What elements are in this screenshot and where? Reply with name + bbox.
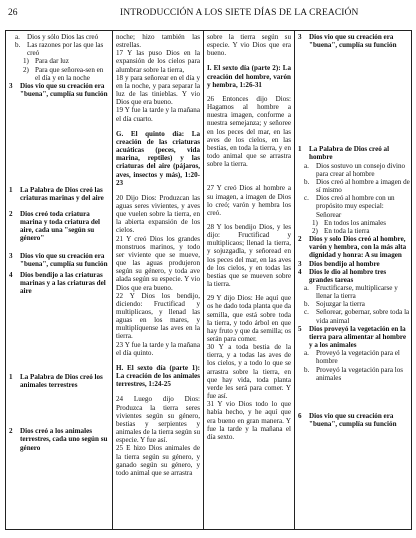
outline-subitem: b. Dios creó al hombre a imagen de sí mismo [304, 177, 410, 195]
spacer [298, 49, 410, 145]
outline-subitem: b. Proveyó la vegetación para los animales [304, 365, 404, 382]
outline-item: 2 Dios y solo Dios creó al hombre, varón y hembra, con la más alta dignidad y honra: A su imagen [298, 235, 407, 260]
verse: 30 Y a toda bestia de la tierra, y a todas las aves de los cielos, y a todo lo que se arrastra sobre la tierra, en que hay vida, toda planta verde les será para comer. Y fue así. [207, 343, 291, 401]
outline-subitem: c. Señorear, gobernar, sobre toda la vida animal [304, 308, 410, 325]
page-number: 26 [8, 8, 18, 18]
scripture-column-2 [204, 31, 295, 529]
verse: 29 Y dijo Dios: He aquí que os he dado toda planta que da semilla, que está sobre toda la tierra, y todo árbol en que hay fruto y que da semilla; os serán para comer. [207, 294, 291, 343]
section-heading: H. El sexto día (parte 1): La creación de los animales terrestres, 1:24-25 [116, 363, 200, 389]
outline-item: 2 Dios creó toda criatura marina y toda criatura del aire, cada una "según su género" [9, 209, 100, 243]
outline-subsubitem: 1) En todos los animales [312, 218, 387, 227]
outline-subitem: b. Las razones por las que las creó [15, 41, 104, 58]
outline-subsubitem: 2) Para que señorea-sen en el día y en la noche [23, 65, 104, 82]
verse: 28 Y los bendijo Dios, y les dijo: Fructificad y multiplicaos; llenad la tierra, y sojuzgadla, y señoread en los peces del mar, en las aves de los cielos, y en todas las bestias que se mueven sobre la tierra. [207, 222, 291, 289]
verse: 21 Y creó Dios los grandes monstruos marinos, y todo ser viviente que se mueve, que las aguas produjeron según su género, y toda ave alada según su especie. Y vio Dios que era bueno. [116, 234, 200, 292]
outline-item: 3 Dios vio que su creación era "buena", cumplía su función [9, 81, 108, 99]
outline-item: 5 Dios proveyó la vegetación en la tierra para alimentar al hombre y a los animales [298, 324, 407, 350]
outline-column-right [295, 31, 413, 529]
outline-subitem: a. Proveyó la vegetación para el hombre [304, 349, 400, 366]
verse: 26 Entonces dijo Dios: Hagamos al hombre a nuestra imagen, conforme a nuestra semejanza; y señoree en los peces del mar, en las aves de los cielos, en las bestias, en toda la tierra, y en todo animal que se arrastra sobre la tierra. [207, 94, 291, 169]
outline-item: 3 Dios vio que su creación era "buena", cumplía su función [298, 33, 397, 50]
outline-item: 6 Dios vio que su creación era "buena", cumplía su función [298, 411, 397, 428]
outline-item: 4 Dios bendijo a las criaturas marinas y a las criaturas del aire [9, 270, 106, 295]
spacer [9, 295, 109, 373]
outline-subsubitem: 2) En toda la tierra [312, 226, 370, 235]
verse: 27 Y creó Dios al hombre a su imagen, a imagen de Dios lo creó; varón y hembra los creó. [207, 184, 291, 217]
outline-item: 3 Dios bendijo al hombre [298, 259, 380, 268]
verse: 23 Y fue la tarde y la mañana el día quinto. [116, 340, 200, 357]
outline-column-left [6, 31, 113, 529]
outline-item: 3 Dios vio que su creación era "buena", cumplía su función [9, 252, 108, 269]
verse: 31 Y vio Dios todo lo que había hecho, y he aquí que era bueno en gran manera. Y fue la tarde y la mañana el día sexto. [207, 400, 291, 441]
outline-item: 4 Dios le dio al hombre tres grandes tareas [298, 267, 387, 284]
verse: sobre la tierra según su especie. Y vio Dios que era bueno. [207, 33, 291, 58]
scripture-column-1 [113, 31, 204, 529]
verse: noche; hizo también las estrellas. [116, 33, 200, 50]
verse: 22 Y Dios los bendijo, diciendo: Fructificad y multiplicaos, y llenad las aguas en los mares, y multiplíquense las aves en la tierra. [116, 291, 200, 341]
verse: 17 Y las puso Dios en la expansión de los cielos para alumbrar sobre la tierra, [116, 49, 200, 74]
outline-item: 1 La Palabra de Dios creó las criaturas marinas y del aire [9, 186, 104, 203]
section-heading: G. El quinto día: La creación de las criaturas acuáticas (peces, vida marina, reptiles) y las criaturas del aire (pájaros, aves, insectos y más), 1:20-23 [116, 129, 200, 187]
verse: 20 Dijo Dios: Produzcan las aguas seres vivientes, y aves que vuelen sobre la tierra, en la abierta expansión de los cielos. [116, 193, 200, 235]
outline-subitem: a. Dios y sólo Dios las creó [15, 33, 99, 41]
section-heading: I. El sexto día (parte 2): La creación del hombre, varón y hembra, 1:26-31 [207, 64, 291, 89]
outline-subitem: b. Sojuzgar la tierra [304, 300, 365, 309]
outline-subitem: a. Fructificarse, multiplicarse y llenar la tierra [304, 283, 398, 301]
outline-subitem: c. Dios creó al hombre con un propósito muy especial: Señorear [304, 194, 395, 219]
outline-subsubitem: 1) Para dar luz [23, 57, 69, 66]
verse: 19 Y fue la tarde y la mañana el día cuarto. [116, 106, 200, 123]
verse: 18 y para señorear en el día y en la noche, y para separar la luz de las tinieblas. Y vio Dios que era bueno. [116, 73, 200, 107]
outline-item: 1 La Palabra de Dios creó al hombre [298, 145, 390, 162]
outline-item: 1 La Palabra de Dios creó los animales terrestres [9, 372, 103, 390]
spacer [298, 382, 410, 412]
study-table [5, 30, 412, 530]
spacer [9, 98, 109, 186]
outline-item: 2 Dios creó a los animales terrestres, cada uno según su género [9, 427, 108, 452]
page-header [8, 6, 408, 20]
verse: 25 E hizo Dios animales de la tierra según su género, y ganado según su género, y todo animal que se arrastra [116, 444, 200, 477]
verse: 24 Luego dijo Dios: Produzca la tierra seres vivientes según su género, bestias y serpientes y animales de la tierra según su especie. Y fue así. [116, 395, 200, 445]
outline-subitem: a. Dios sostuvo un consejo divino para crear al hombre [304, 161, 406, 178]
running-title: INTRODUCCIÓN A LOS SIETE DÍAS DE LA CREACIÓN [120, 8, 359, 18]
